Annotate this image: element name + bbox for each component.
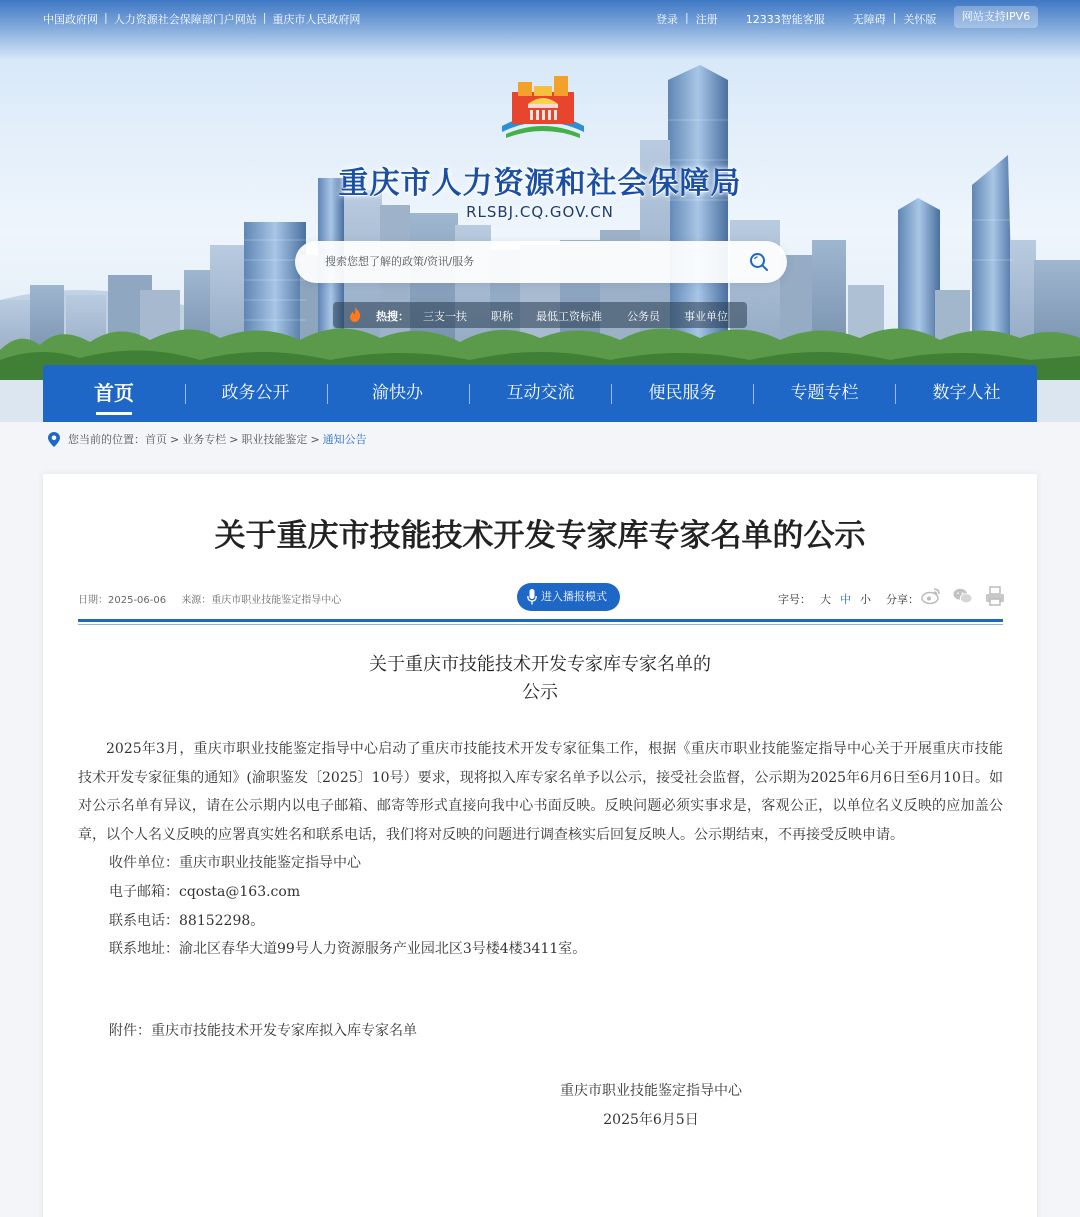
search-box <box>295 241 787 283</box>
listen-mode-label: 进入播报模式 <box>541 590 607 603</box>
breadcrumb-separator: > <box>310 432 320 446</box>
article-date: 日期：2025-06-06 <box>78 595 167 606</box>
breadcrumb-current[interactable]: 通知公告 <box>322 433 367 446</box>
signature-date: 2025年6月5日 <box>603 1111 699 1128</box>
nav-home[interactable]: 首页 <box>73 365 155 422</box>
nav-separator <box>895 384 896 404</box>
nav-separator <box>327 384 328 404</box>
breadcrumb <box>48 431 367 447</box>
font-size-small[interactable]: 小 <box>860 593 871 606</box>
smart-service-link[interactable]: 12333智能客服 <box>745 13 825 26</box>
separator: | <box>685 11 689 24</box>
separator: | <box>262 11 267 24</box>
nav-separator <box>611 384 612 404</box>
breadcrumb-home[interactable]: 首页 <box>145 433 167 446</box>
separator: | <box>892 11 897 24</box>
breadcrumb-separator: > <box>229 432 239 446</box>
nav-separator <box>469 384 470 404</box>
wechat-icon[interactable] <box>953 586 973 606</box>
site-title[interactable]: 重庆市人力资源和社会保障局 <box>338 166 742 201</box>
hot-search-bar <box>333 302 747 328</box>
accessibility-link[interactable]: 无障碍 <box>852 13 886 26</box>
contact-address: 联系地址：渝北区春华大道99号人力资源服务产业园北区3号楼4楼3411室。 <box>109 941 587 958</box>
link-gov-cn[interactable]: 中国政府网 <box>43 13 98 26</box>
document-heading <box>0 651 1080 707</box>
hot-item-title[interactable]: 职称 <box>491 310 513 323</box>
register-link[interactable]: 注册 <box>695 13 718 26</box>
signature-block <box>553 1077 749 1134</box>
share-label: 分享： <box>886 593 919 606</box>
font-size-label: 字号： <box>778 593 811 606</box>
article-body <box>78 735 1003 964</box>
breadcrumb-business[interactable]: 业务专栏 <box>182 433 227 446</box>
article-meta <box>78 591 341 606</box>
search-input[interactable] <box>325 252 725 272</box>
nav-yukuaiban[interactable]: 渝快办 <box>372 383 423 403</box>
breadcrumb-prefix: 您当前的位置： <box>68 433 145 446</box>
nav-interaction[interactable]: 互动交流 <box>506 383 575 403</box>
print-icon[interactable] <box>985 586 1005 606</box>
link-mohrss[interactable]: 人力资源社会保障部门户网站 <box>113 13 257 26</box>
contact-phone: 联系电话：88152298。 <box>109 912 265 929</box>
hot-item-public-institution[interactable]: 事业单位 <box>684 310 728 323</box>
fire-icon <box>349 307 361 322</box>
nav-special-topics[interactable]: 专题专栏 <box>790 383 859 403</box>
spacer <box>832 11 846 27</box>
hot-item-sanzhi[interactable]: 三支一扶 <box>423 310 467 323</box>
document-heading-line2: 公示 <box>522 682 558 703</box>
font-size-large[interactable]: 大 <box>820 593 831 606</box>
login-link[interactable]: 登录 <box>656 13 678 26</box>
separator: | <box>104 11 108 24</box>
contact-recipient: 收件单位：重庆市职业技能鉴定指导中心 <box>109 855 361 872</box>
bureau-logo-icon[interactable] <box>498 74 588 146</box>
body-paragraph: 2025年3月，重庆市职业技能鉴定指导中心启动了重庆市技能技术开发专家征集工作，根据《重庆市职业技能鉴定指导中心关于开展重庆市技能技术开发专家征集的通知》(渝职鉴发〔2025〕10号）要求，现将拟入库专家名单予以公示，接受社会监督，公示期为2025年6月6日至6月10日。如对公示名单有异议，请在公示期内以电子邮箱、邮寄等形式直接向我中心书面反映。反映问题必须实事求是，客观公正，以单位名义反映的应加盖公章，以个人名义反映的应署真实姓名和联系电话，我们将对反映的问题进行调查核实后回复反映人。公示期结束，不再接受反映申请。 <box>78 741 1003 843</box>
nav-digital-hr[interactable]: 数字人社 <box>932 383 1001 403</box>
article-source: 来源：重庆市职业技能鉴定指导中心 <box>181 595 342 606</box>
link-cq-gov[interactable]: 重庆市人民政府网 <box>272 13 361 26</box>
listen-mode-button[interactable] <box>517 583 620 611</box>
nav-separator <box>185 384 186 404</box>
signature-org: 重庆市职业技能鉴定指导中心 <box>560 1083 742 1099</box>
breadcrumb-skills[interactable]: 职业技能鉴定 <box>241 433 308 446</box>
hot-search-label: 热搜： <box>376 310 409 323</box>
spacer <box>725 11 739 27</box>
attachment-link[interactable]: 附件：重庆市技能技术开发专家库拟入库专家名单 <box>109 1023 417 1039</box>
site-domain: RLSBJ.CQ.GOV.CN <box>466 203 614 221</box>
weibo-icon[interactable] <box>921 586 941 606</box>
hot-item-civil-servant[interactable]: 公务员 <box>627 310 660 323</box>
divider <box>78 619 1003 622</box>
article-title: 关于重庆市技能技术开发专家库专家名单的公示 <box>214 518 866 554</box>
top-utility-bar <box>0 0 1080 36</box>
main-nav <box>43 365 1037 422</box>
document-heading-line1: 关于重庆市技能技术开发专家库专家名单的 <box>369 654 711 675</box>
hot-item-min-wage[interactable]: 最低工资标准 <box>536 310 602 323</box>
microphone-icon <box>527 589 537 605</box>
ipv6-badge: 网站支持IPV6 <box>954 6 1038 28</box>
breadcrumb-separator: > <box>170 432 180 446</box>
font-size-medium[interactable]: 中 <box>840 593 851 606</box>
nav-gov-affairs[interactable]: 政务公开 <box>221 383 290 403</box>
search-icon[interactable] <box>748 251 770 273</box>
care-mode-link[interactable]: 关怀版 <box>903 13 937 26</box>
location-pin-icon <box>48 432 60 447</box>
divider <box>78 624 1003 625</box>
font-size-control <box>778 591 880 607</box>
header-banner <box>0 0 1080 422</box>
nav-public-service[interactable]: 便民服务 <box>648 383 717 403</box>
nav-separator <box>753 384 754 404</box>
contact-email: 电子邮箱：cqosta@163.com <box>109 883 301 900</box>
